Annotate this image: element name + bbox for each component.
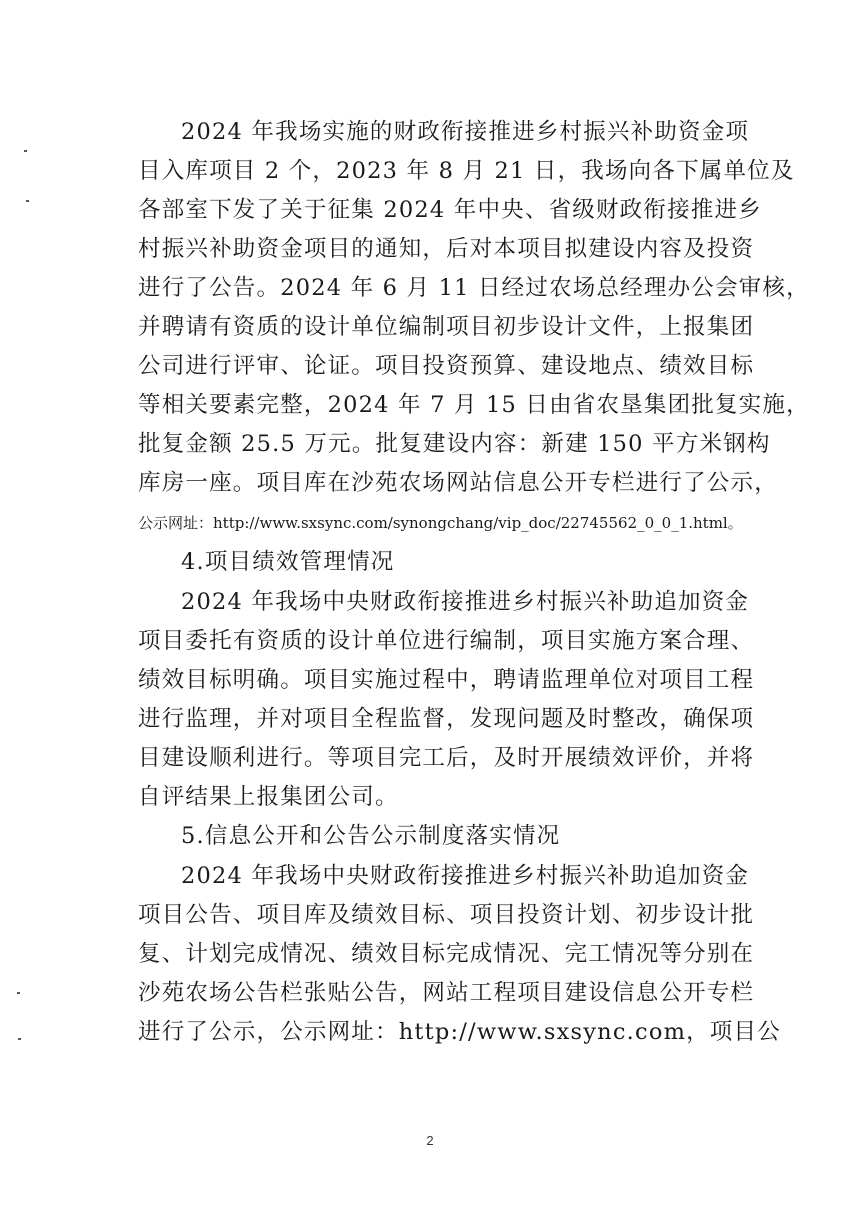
paragraph-line: 目建设顺利进行。等项目完工后，及时开展绩效评价，并将: [138, 745, 755, 771]
scan-speck: [18, 1038, 21, 1040]
paragraph-line: 复、计划完成情况、绩效目标完成情况、完工情况等分别在: [138, 941, 755, 967]
paragraph-line: 进行监理，并对项目全程监督，发现问题及时整改，确保项: [138, 706, 755, 732]
paragraph-line: 项目公告、项目库及绩效目标、项目投资计划、初步设计批: [138, 902, 755, 928]
page-number: 2: [426, 1133, 434, 1148]
paragraph-line: 库房一座。项目库在沙苑农场网站信息公开专栏进行了公示，: [138, 470, 778, 496]
paragraph-line: 2024 年我场实施的财政衔接推进乡村振兴补助资金项: [181, 119, 750, 145]
paragraph-line: 进行了公告。2024 年 6 月 11 日经过农场总经理办公会审核，: [138, 275, 810, 301]
paragraph-line: 进行了公示，公示网址：http://www.sxsync.com，项目公: [138, 1019, 781, 1045]
scan-speck: [26, 200, 29, 202]
paragraph-line: 项目委托有资质的设计单位进行编制，项目实施方案合理、: [138, 628, 755, 654]
paragraph-line: 各部室下发了关于征集 2024 年中央、省级财政衔接推进乡: [138, 197, 762, 223]
paragraph-line: 自评结果上报集团公司。: [138, 784, 399, 810]
section-heading-4: 4.项目绩效管理情况: [181, 549, 395, 575]
scan-speck: [24, 150, 27, 152]
scan-speck: [17, 992, 20, 994]
url-line: 公示网址：http://www.sxsync.com/synongchang/vip_doc/22745562_0_0_1.html。: [138, 514, 743, 532]
paragraph-line: 2024 年我场中央财政衔接推进乡村振兴补助追加资金: [181, 589, 750, 615]
paragraph-line: 2024 年我场中央财政衔接推进乡村振兴补助追加资金: [181, 863, 750, 889]
paragraph-line: 等相关要素完整，2024 年 7 月 15 日由省农垦集团批复实施，: [138, 392, 810, 418]
paragraph-line: 公司进行评审、论证。项目投资预算、建设地点、绩效目标: [138, 353, 755, 379]
paragraph-line: 目入库项目 2 个，2023 年 8 月 21 日，我场向各下属单位及: [138, 158, 795, 184]
paragraph-line: 沙苑农场公告栏张贴公告，网站工程项目建设信息公开专栏: [138, 980, 755, 1006]
section-heading-5: 5.信息公开和公告公示制度落实情况: [181, 823, 561, 849]
paragraph-line: 绩效目标明确。项目实施过程中，聘请监理单位对项目工程: [138, 667, 755, 693]
paragraph-line: 村振兴补助资金项目的通知，后对本项目拟建设内容及投资: [138, 236, 755, 262]
paragraph-line: 并聘请有资质的设计单位编制项目初步设计文件，上报集团: [138, 314, 755, 340]
paragraph-line: 批复金额 25.5 万元。批复建设内容：新建 150 平方米钢构: [138, 431, 771, 457]
